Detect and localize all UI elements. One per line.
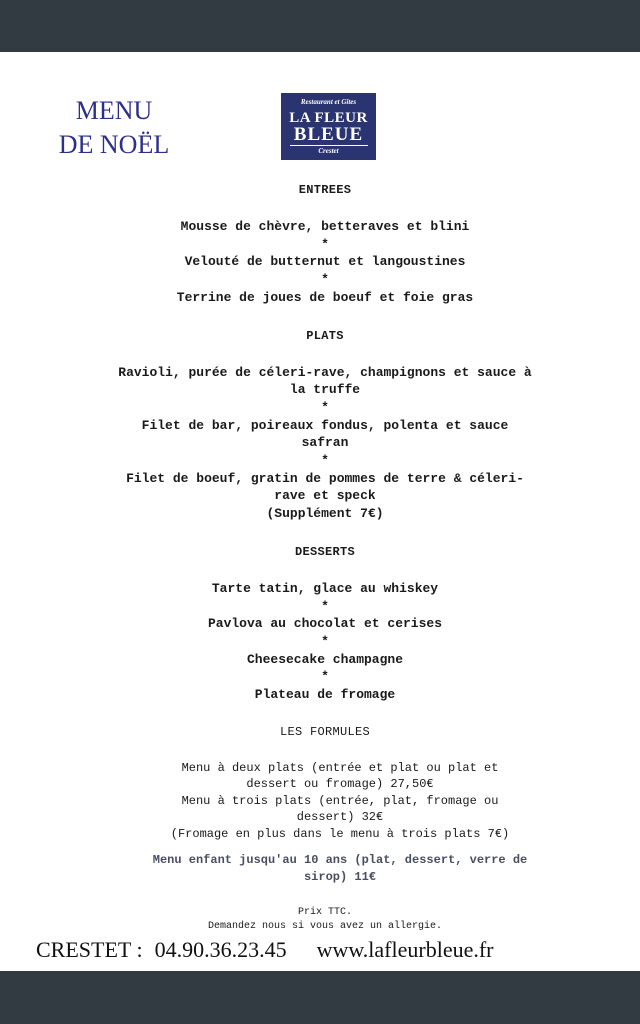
section-heading-desserts: DESSERTS xyxy=(294,544,355,559)
plat-item-line: Filet de boeuf, gratin de pommes de terre & céleri- xyxy=(126,470,524,486)
separator-star: * xyxy=(321,598,329,614)
footer-contact xyxy=(36,937,596,963)
entree-item: Velouté de butternut et langoustines xyxy=(184,254,466,270)
plat-item xyxy=(40,417,610,452)
menu-title-line1: MENU xyxy=(75,96,153,125)
top-bar xyxy=(0,0,640,52)
logo-tagline: Restaurant et Gîtes xyxy=(300,98,357,106)
plat-item xyxy=(40,364,610,399)
logo-name-line2: BLEUE xyxy=(293,124,364,145)
plat-item-supplement: (Supplément 7€) xyxy=(266,506,384,522)
formule-line: Menu à trois plats (entrée, plat, fromage ou xyxy=(181,793,499,808)
dessert-item: Pavlova au chocolat et cerises xyxy=(207,616,443,632)
separator-star: * xyxy=(321,236,329,252)
child-menu-line: sirop) 11€ xyxy=(303,870,376,885)
price-note: Prix TTC. xyxy=(297,907,352,919)
logo-town: Crestet xyxy=(318,147,339,155)
separator-star: * xyxy=(321,633,329,649)
menu-title xyxy=(40,94,188,162)
entree-item: Terrine de joues de boeuf et foie gras xyxy=(176,289,474,305)
child-menu xyxy=(40,852,610,886)
child-menu-line: Menu enfant jusqu'au 10 ans (plat, dessert, verre de xyxy=(152,853,528,868)
section-heading-plats: PLATS xyxy=(306,328,344,343)
formule-line: (Fromage en plus dans le menu à trois plats 7€) xyxy=(170,826,510,841)
dessert-item: Tarte tatin, glace au whiskey xyxy=(211,580,439,596)
entree-item: Mousse de chèvre, betteraves et blini xyxy=(180,219,470,234)
footer-website[interactable]: www.lafleurbleue.fr xyxy=(316,937,494,962)
plat-item-line: Ravioli, purée de céleri-rave, champignons et sauce à xyxy=(118,364,532,380)
bottom-bar xyxy=(0,971,640,1024)
footer-phone[interactable]: 04.90.36.23.45 xyxy=(154,937,287,962)
formule-line: dessert ou fromage) 27,50€ xyxy=(246,777,434,792)
section-heading-formules: LES FORMULES xyxy=(279,724,370,739)
logo-name-line1: LA FLEUR xyxy=(289,110,368,126)
plat-item-line: Filet de bar, poireaux fondus, polenta et sauce xyxy=(141,417,509,433)
menu-title-line2: DE NOËL xyxy=(58,130,170,159)
dessert-item: Plateau de fromage xyxy=(254,687,396,703)
separator-star: * xyxy=(321,669,329,685)
separator-star: * xyxy=(321,399,329,415)
plat-item-line: rave et speck xyxy=(274,488,376,504)
formule-line: dessert) 32€ xyxy=(296,810,384,825)
plat-item-line: la truffe xyxy=(289,382,361,398)
plat-item-line: safran xyxy=(301,435,349,451)
restaurant-logo xyxy=(281,93,376,160)
menu-content xyxy=(40,182,610,934)
plat-item xyxy=(40,470,610,523)
allergy-note: Demandez nous si vous avez un allergie. xyxy=(207,921,443,933)
dessert-item: Cheesecake champagne xyxy=(246,651,404,667)
formule-line: Menu à deux plats (entrée et plat ou plat et xyxy=(181,760,499,775)
separator-star: * xyxy=(321,272,329,288)
formules-list xyxy=(40,760,610,843)
separator-star: * xyxy=(321,453,329,469)
footer-town: CRESTET : xyxy=(36,937,143,962)
section-heading-entrees: ENTREES xyxy=(298,183,352,197)
